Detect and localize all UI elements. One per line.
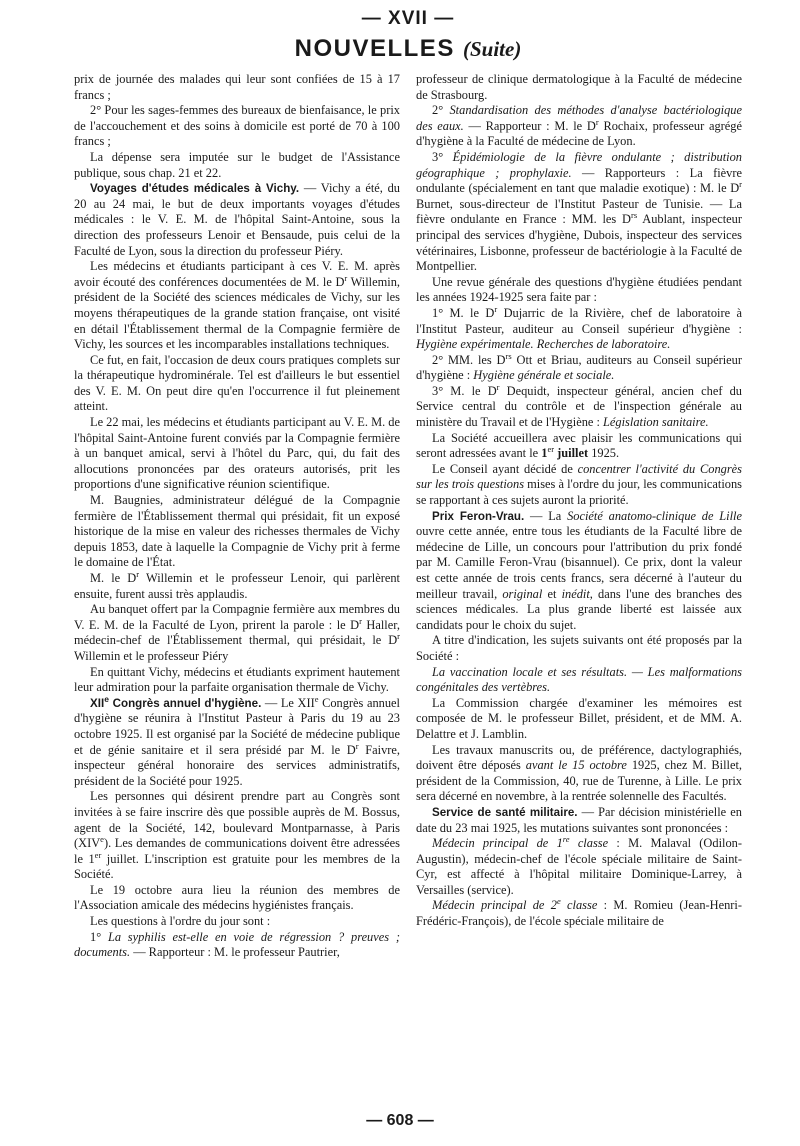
- paragraph: Le 22 mai, les médecins et étudiants participant au V. E. M. de l'hôpital Saint-Antoine furent conviés par la Compagnie fermière à un banquet amical, servi à l'hôtel du Parc, qui, du fait des allocutions prononcées par des orateurs autorisés, prit les proportions d'une significative réunion scientifique.: [74, 415, 400, 492]
- paragraph: La Commission chargée d'examiner les mémoires est composée de M. le professeur Billet, président, et de MM. A. Delattre et J. Lamblin.: [416, 695, 742, 741]
- paragraph: A titre d'indication, les sujets suivants ont été proposés par la Société :: [416, 633, 742, 663]
- paragraph: La dépense sera imputée sur le budget de l'Assistance publique, sous chap. 21 et 22.: [74, 149, 400, 180]
- paragraph: Les travaux manuscrits ou, de préférence, dactylographiés, doivent être déposés avant le 15 octobre 1925, chez M. Billet, président de la Commission, 40, rue de Turenne, à Lille. Le prix sera décerné en novembre, à la rentrée solennelle des Facultés.: [416, 742, 742, 804]
- paragraph: Le 19 octobre aura lieu la réunion des membres de l'Association amicale des médecins hygiénistes français.: [74, 882, 400, 913]
- news-item-feron-vrau: Prix Feron-Vrau. — La Société anatomo-clinique de Lille ouvre cette année, entre tous les étudiants de la Faculté libre de médecine de Lille, un concours pour l'attribution du prix fondé par M. Camille Feron-Vrau (bisannuel). Ce prix, dont la valeur est cette année de trois cents francs, sera décerné à l'auteur du meilleur travail, original et inédit, dans l'une des branches des sciences médicales. La plus grande liberté est laissée aux candidats pour le choix du sujet.: [416, 508, 743, 632]
- paragraph: Médecin principal de 2e classe : M. Romieu (Jean-Henri-Frédéric-François), de l'école spéciale militaire de: [416, 896, 742, 929]
- news-item-vichy: Voyages d'études médicales à Vichy. — Vichy a été, du 20 au 24 mai, le but de deux importants voyages d'études médicales : le V. E. M. de l'hôpital Saint-Antoine, sous la direction des professeurs Lenoir et Bensaude, puis celui de la Faculté de Lyon, sous la direction du professeur Piéry.: [74, 181, 400, 258]
- paragraph: 2° Standardisation des méthodes d'analyse bactériologique des eaux. — Rapporteur : M. le $D^r$ Rochaix, professeur agrégé d'hygiène à la Faculté de médecine de Lyon.: [416, 103, 742, 149]
- news-heading: Prix Feron-Vrau.: [432, 509, 525, 523]
- paragraph: Au banquet offert par la Compagnie fermière aux membres du V. E. M. de la Faculté de Lyon, prirent la parole : le $D^r$ Haller, médecin-chef de l'Établissement thermal, qui présidait, le $D^r$ Willemin et le professeur Piéry: [74, 602, 400, 663]
- paragraph: 3° M. le $D^r$ Dequidt, inspecteur général, ancien chef du Service central du contrôle et de l'inspection générale au ministère du Travail et de l'Hygiène : Législation sanitaire.: [416, 381, 743, 430]
- paragraph: Une revue générale des questions d'hygiène étudiées pendant les années 1924-1925 sera faite par :: [416, 274, 742, 305]
- news-item-congres: XIIe Congrès annuel d'hygiène. — Le XIIe Congrès annuel d'hygiène se réunira à l'Institut Pasteur à Paris du 19 au 23 octobre 1925. Il est organisé par la Société de médecine publique et de génie sanitaire et il sera présidé par M. le $D^r$ Faivre, inspecteur général honoraire des services administratifs, président de la Société pour 1925.: [74, 693, 400, 788]
- paragraph: M. le $D^r$ Willemin et le professeur Lenoir, qui parlèrent ensuite, furent aussi très applaudis.: [74, 568, 400, 601]
- title-suffix: (Suite): [463, 37, 522, 61]
- paragraph: Les personnes qui désirent prendre part au Congrès sont invitées à se faire inscrire dès que possible auprès de M. Bossus, agent de la Société, 142, boulevard Montparnasse, à Paris (XIVe). Les demandes de communications doivent être adressées le 1er juillet. L'inscription est gratuite pour les membres de la Société.: [74, 789, 400, 882]
- news-heading: Service de santé militaire.: [432, 805, 578, 819]
- section-title: [74, 32, 742, 66]
- paragraph: 1° La syphilis est-elle en voie de régression ? preuves ; documents. — Rapporteur : M. le professeur Pautrier,: [74, 929, 400, 960]
- paragraph: La Société accueillera avec plaisir les communications qui seront adressées avant le 1er juillet 1925.: [416, 430, 742, 461]
- news-heading: XIIe Congrès annuel d'hygiène.: [90, 693, 262, 710]
- paragraph: 2° MM. les $D^{rs}$ Ott et Briau, auditeurs au Conseil supérieur d'hygiène : Hygiène générale et sociale.: [416, 350, 742, 383]
- paragraph: M. Baugnies, administrateur délégué de la Compagnie fermière de l'Établissement thermal qui présidait, fit un exposé historique de la mise en valeur des richesses thermales de Vichy depuis 1853, date à laquelle la Compagnie de Vichy prit à ferme le domaine de l'État.: [74, 493, 400, 570]
- paragraph: Le Conseil ayant décidé de concentrer l'activité du Congrès sur les trois questions mises à l'ordre du jour, les communications se rapportant à ces sujets auront la priorité.: [416, 461, 742, 508]
- paragraph: 1° M. le $D^r$ Dujarric de la Rivière, chef de laboratoire à l'Institut Pasteur, auditeur au Conseil supérieur d'hygiène : Hygiène expérimentale. Recherches de laboratoire.: [416, 303, 742, 352]
- paragraph: La vaccination locale et ses résultats. — Les malformations congénitales des vertèbres.: [416, 664, 742, 695]
- paragraph: Les questions à l'ordre du jour sont :: [90, 914, 271, 929]
- paragraph: prix de journée des malades qui leur sont confiées de 15 à 17 francs ;: [74, 72, 400, 102]
- paragraph: En quittant Vichy, médecins et étudiants expriment hautement leur admiration pour la parfaite organisation thermale de Vichy.: [74, 664, 400, 695]
- title-main: NOUVELLES: [294, 35, 455, 62]
- news-item-sante-militaire: Service de santé militaire. — Par décision ministérielle en date du 23 mai 1925, les mutations suivantes sont prononcées :: [416, 804, 742, 835]
- right-column: [416, 72, 742, 961]
- two-column-body: [74, 72, 742, 961]
- paragraph: 3° Épidémiologie de la fièvre ondulante ; distribution géographique ; prophylaxie. — Rapporteurs : La fièvre ondulante (spécialement en tant que maladie exotique) : M. le $D^r$ Burnet, sous-directeur de l'Institut Pasteur de Tunisie. — La fièvre ondulante en France : MM. les $D^{rs}$ Aublant, inspecteur principal des services d'hygiène, Dubois, inspecteur des services vétérinaires, Lisbonne, professeur de bactériologie à la Faculté de Montpellier.: [416, 149, 742, 274]
- page-roman-numeral: — XVII —: [361, 8, 455, 29]
- paragraph: Les médecins et étudiants participant à ces V. E. M. après avoir écouté des conférences documentées de M. le $D^r$ Willemin, président de la Société des sciences médicales de Vichy, sur les moyens thérapeutiques de la grande station française, ont visité en détail l'Établissement thermal de la Compagnie fermière de Vichy, les sources et les incomparables installations techniques.: [74, 259, 400, 352]
- page-number: — 608 —: [366, 1112, 434, 1129]
- paragraph: professeur de clinique dermatologique à la Faculté de médecine de Strasbourg.: [416, 72, 742, 102]
- paragraph: Médecin principal de 1re classe : M. Malaval (Odilon-Augustin), médecin-chef de l'école spéciale militaire de Saint-Cyr, est affecté à l'hôpital militaire Dominique-Larrey, à Versailles (service).: [416, 833, 742, 897]
- news-heading: Voyages d'études médicales à Vichy.: [90, 182, 300, 196]
- left-column: [74, 72, 400, 961]
- paragraph: Ce fut, en fait, l'occasion de deux cours pratiques complets sur la thérapeutique hydrominérale. Tel est d'ailleurs le but essentiel des V. E. M. On peut dire qu'en l'occurrence il fut pleinement atteint.: [74, 352, 400, 414]
- paragraph: 2° Pour les sages-femmes des bureaux de bienfaisance, le prix de l'accouchement et des soins à domicile est porté de 70 à 100 francs ;: [74, 103, 400, 149]
